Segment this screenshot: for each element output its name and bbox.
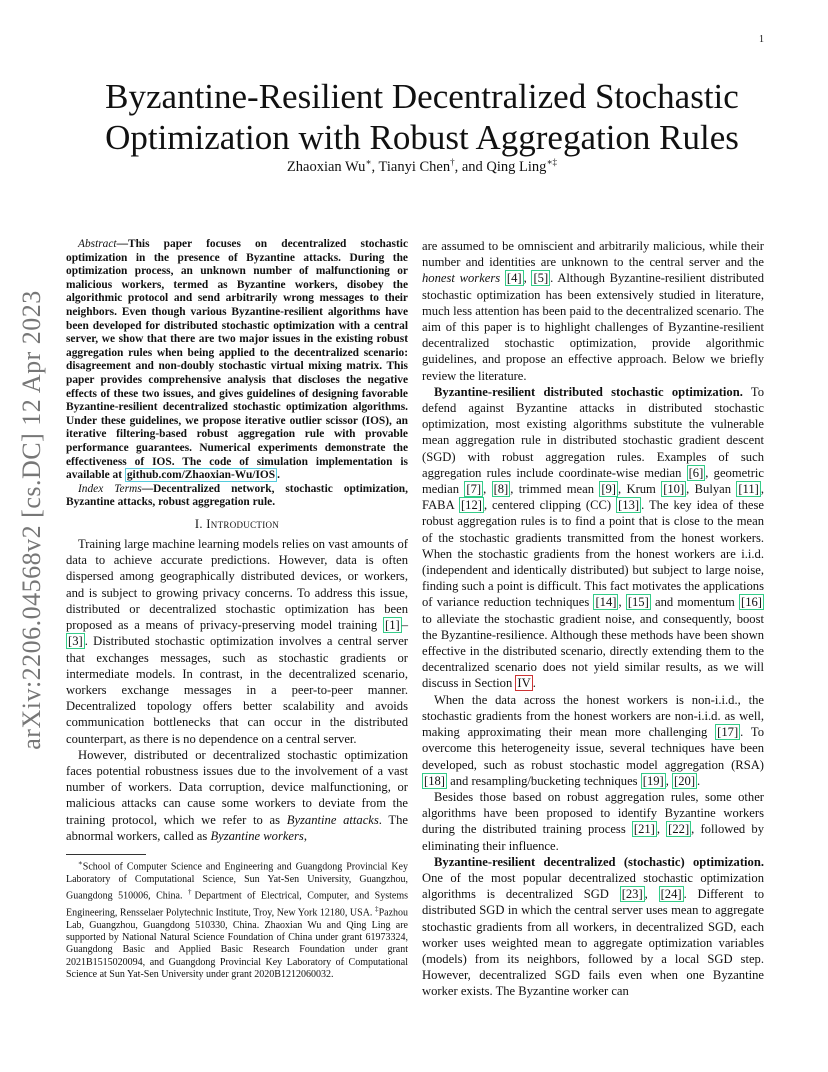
text-run: . The key idea of these robust aggregation rules is to find a point that is close to the mean of the stochastic gradients transmitted from the honest workers. When the stochastic gradients from the honest workers are i.i.d. (independent and identically distributed) but subject to large noise, finding such a point is difficult. This fact motivates the applications of variance reduction techniques <box>422 498 764 610</box>
arxiv-stamp-text: arXiv:2206.04568v2 [cs.DC] 12 Apr 2023 <box>17 290 46 750</box>
author-1: Zhaoxian Wu <box>286 158 366 175</box>
footnote-mark: ∗ <box>78 858 83 867</box>
text-run: , followed by eliminating their influence. <box>422 822 764 853</box>
text-run: . <box>532 676 536 691</box>
emphasis: Byzantine attacks <box>286 812 379 827</box>
citation-link[interactable]: [1] <box>385 618 400 633</box>
intro-paragraph-continued <box>422 238 764 384</box>
text-run: , <box>483 482 492 497</box>
code-link[interactable]: github.com/Zhaoxian-Wu/IOS <box>126 469 276 482</box>
text-run: , <box>523 271 532 286</box>
text-run: To defend against Byzantine attacks in distributed stochastic optimization, most existing algorithms substitute the vulnerable mean aggregation rule in distributed stochastic gradient descent (SGD) with robust aggregation rules. Examples of such aggregation rules include coordinate-wise median <box>422 384 764 480</box>
footnote-mark: ‡ <box>375 904 379 913</box>
right-column <box>422 238 764 1000</box>
footnote <box>66 855 408 982</box>
citation-link[interactable]: [18] <box>424 773 445 788</box>
author-3-mark: ∗‡ <box>546 157 558 167</box>
section-link[interactable]: IV <box>517 676 531 691</box>
citation-link[interactable]: [21] <box>633 822 655 837</box>
citation-link[interactable]: [8] <box>493 482 509 497</box>
footnote-mark: † <box>187 888 195 897</box>
text-run: . To overcome this heterogeneity issue, several techniques have been developed, such as robust stochastic model aggregation (RSA) <box>422 725 764 772</box>
author-list: Zhaoxian Wu∗, Tianyi Chen†, and Qing Ling∗‡ <box>286 157 558 175</box>
citation-link[interactable]: [22] <box>668 822 690 837</box>
left-column <box>66 238 408 982</box>
citation-link[interactable]: [24] <box>660 887 682 902</box>
arxiv-stamp <box>12 280 52 760</box>
author-separator: , and <box>454 158 487 175</box>
author-3: Qing Ling <box>486 158 547 175</box>
text-run: and momentum <box>650 595 740 610</box>
index-terms-label: Index Terms <box>78 482 142 495</box>
citation-link[interactable]: [15] <box>627 595 649 610</box>
emphasis: Byzantine workers <box>210 828 304 843</box>
citation-link[interactable]: [11] <box>738 482 759 497</box>
text-run: , centered clipping (CC) <box>483 498 617 513</box>
text-run: to alleviate the stochastic gradient noise, and consequently, boost the Byzantine-resilience. Although these methods have been shown effective in the distributed scenario, directly extending them to the decentralized scenario does not yield similar results, as we will discuss in Section <box>422 611 764 691</box>
index-terms-text: Decentralized network, stochastic optimization, Byzantine attacks, robust aggregation rule. <box>66 482 408 509</box>
paper-title: Byzantine-Resilient Decentralized Stochastic Optimization with Robust Aggregation Rules <box>105 77 739 157</box>
citation-link[interactable]: [19] <box>642 773 664 788</box>
paragraph-heading: Byzantine-resilient distributed stochastic optimization. <box>434 384 743 399</box>
citation-link[interactable]: [10] <box>663 482 685 497</box>
footnote-affiliation-3: Pazhou Lab, Guangzhou, Guangdong 510330, China. Zhaoxian Wu and Qing Ling are supported by National Natural Science Foundation of China under grant 61973324, Guangdong Basic and Applied Basic Research Foundation under grant 2021B1515020094, and Guangdong Provincial Key Laboratory of Computational Science at Sun Yat-Sen University under grant 2020B1212060032. <box>66 907 409 981</box>
index-terms: Index Terms—Decentralized network, stochastic optimization, Byzantine attacks, robust aggregation rule. <box>66 482 408 509</box>
citation-link[interactable]: [20] <box>674 773 696 788</box>
text-run: Besides those based on robust aggregation rules, some other algorithms have been proposed to identify Byzantine workers during the distributed training process <box>422 789 764 837</box>
page-number: 1 <box>759 34 764 45</box>
citation-link[interactable]: [16] <box>741 595 762 610</box>
citation-link[interactable]: [6] <box>688 465 704 480</box>
text-run: . Different to distributed SGD in which the central server uses mean to aggregate stochastic gradients from all workers, in decentralized SGD, each worker uses weighted mean to aggregate optimization variables (models) from its neighbors, followed by a local SGD step. However, decentralized SGD fails even when one Byzantine worker exists. The Byzantine worker can <box>422 887 764 999</box>
text-run: One of the most popular decentralized stochastic optimization algorithms is decentralized SGD <box>422 870 764 902</box>
text-run: Training large machine learning models relies on vast amounts of data to achieve accurate predictions. However, data is often dispersed among geographically distributed devices, or workers, and is subject to growing privacy concerns. To address this issue, distributed or decentralized stochastic optimization has been proposed as a means of privacy-preserving model training <box>66 537 408 633</box>
text-run: , <box>618 595 626 610</box>
text-run: . Although Byzantine-resilient distributed stochastic optimization has been extensively studied in literature, much less attention has been paid to the decentralized scenario. The aim of this paper is to highlight challenges of Byzantine-resilient decentralized stochastic optimization, provide algorithmic guidelines, and propose an effective approach. Below we briefly review the literature. <box>422 271 765 383</box>
abstract-end: . <box>277 469 280 482</box>
text-run: , geometric median <box>422 465 764 497</box>
section-number: I. <box>194 516 207 531</box>
author-1-mark: ∗ <box>365 157 372 167</box>
citation-link[interactable]: [7] <box>466 482 482 497</box>
section-heading-introduction <box>66 516 408 532</box>
text-run: , trimmed mean <box>510 482 600 497</box>
author-2-mark: † <box>450 157 455 167</box>
footnote-affiliation-2: Department of Electrical, Computer, and Systems Engineering, Rensselaer Polytechnic Institute, Troy, New York 12180, USA. <box>66 890 409 919</box>
author-2: Tianyi Chen <box>378 158 451 175</box>
section-title: Introduction <box>206 516 280 531</box>
text-run: , <box>644 887 659 902</box>
text-run: , Bulyan <box>686 482 737 497</box>
text-run: . <box>697 773 701 788</box>
text-run: , <box>665 773 673 788</box>
citation-link[interactable]: [12] <box>460 498 482 513</box>
paragraph-heading: Byzantine-resilient decentralized (stochastic) optimization. <box>434 854 764 869</box>
intro-paragraph-2 <box>66 747 408 844</box>
citation-link[interactable]: [17] <box>717 725 739 740</box>
text-run: are assumed to be omniscient and arbitrarily malicious, while their number and identities are unknown to the central server and the <box>422 239 764 270</box>
citation-link[interactable]: [13] <box>618 498 640 513</box>
abstract-text: This paper focuses on decentralized stochastic optimization in the presence of Byzantine attacks. During the optimization process, an unknown number of malfunctioning or malicious workers, termed as Byzantine workers, disobey the algorithmic protocol and send arbitrarily wrong messages to their neighbors. Even though various Byzantine-resilient algorithms have been developed for distributed stochastic optimization with a central server, we show that there are two major issues in the existing robust aggregation rules when being applied to the decentralized scenario: disagreement and non-doubly stochastic virtual mixing matrix. This paper provides comprehensive analysis that discloses the negative effects of these two issues, and gives guidelines of designing favorable Byzantine-resilient decentralized stochastic optimization algorithms. Under these guidelines, we propose iterative outlier scissor (IOS), an iterative filtering-based robust aggregation rule with provable performance guarantees. Numerical experiments demonstrate the effectiveness of IOS. The code of simulation implementation is available at <box>66 238 408 482</box>
paragraph-identification <box>422 789 764 854</box>
text-run: , <box>656 822 667 837</box>
citation-link[interactable]: [9] <box>601 482 616 497</box>
paragraph-decentralized-review <box>422 854 764 1000</box>
text-run: – <box>401 618 408 633</box>
text-run: , <box>303 828 307 843</box>
citation-link[interactable]: [3] <box>68 634 83 649</box>
text-run: However, distributed or decentralized stochastic optimization faces potential robustness issues due to the involvement of a vast number of workers. Data corruption, device malfunctioning, or malicious attacks can cause some workers to deviate from the training protocol, which we refer to as <box>66 747 408 827</box>
paragraph-non-iid <box>422 692 764 789</box>
citation-link[interactable]: [23] <box>621 887 643 902</box>
citation-link[interactable]: [14] <box>595 595 617 610</box>
text-run: , FABA <box>422 482 765 513</box>
citation-link[interactable]: [4] <box>506 271 522 286</box>
paragraph-distributed-review <box>422 384 764 692</box>
text-run: . Distributed stochastic optimization involves a central server that exchanges messages, such as stochastic gradients or intermediate models. In contrast, in the decentralized scenario, workers exchange messages in a peer-to-peer manner. Decentralized topology offers better scalability and avoids communication bottlenecks that can occur in the distributed counterpart, as there is no dependence on a central server. <box>66 634 408 746</box>
intro-paragraph-1 <box>66 536 408 747</box>
text-run: and resampling/bucketing techniques <box>446 773 641 788</box>
footnote-affiliation-1: School of Computer Science and Engineering and Guangdong Provincial Key Laboratory of Computational Science, Sun Yat-Sen University, Guangzhou, Guangdong 510006, China. <box>66 861 408 902</box>
abstract-label: Abstract <box>78 238 117 250</box>
abstract: Abstract—This paper focuses on decentralized stochastic optimization in the presence of Byzantine attacks. During the optimization process, an unknown number of malfunctioning or malicious workers, termed as Byzantine workers, disobey the algorithmic protocol and send arbitrarily wrong messages to their neighbors. Even though various Byzantine-resilient algorithms have been developed for distributed stochastic optimization with a central server, we show that there are two major issues in the existing robust aggregation rules when being applied to the decentralized scenario: disagreement and non-doubly stochastic virtual mixing matrix. This paper provides comprehensive analysis that discloses the negative effects of these two issues, and gives guidelines of designing favorable Byzantine-resilient decentralized stochastic optimization algorithms. Under these guidelines, we propose iterative outlier scissor (IOS), an iterative filtering-based robust aggregation rule with provable performance guarantees. Numerical experiments demonstrate the effectiveness of IOS. The code of simulation implementation is available at github.com/Zhaoxian-Wu/IOS . <box>66 238 408 482</box>
citation-link[interactable]: [5] <box>533 271 549 286</box>
emphasis: honest workers <box>422 271 501 286</box>
text-run: , Krum <box>618 482 662 497</box>
text-run: . The abnormal workers, called as <box>66 812 409 843</box>
text-run: When the data across the honest workers is non-i.i.d., the stochastic gradients from the honest workers are non-i.i.d. as well, making approximating their mean more challenging <box>422 692 764 740</box>
